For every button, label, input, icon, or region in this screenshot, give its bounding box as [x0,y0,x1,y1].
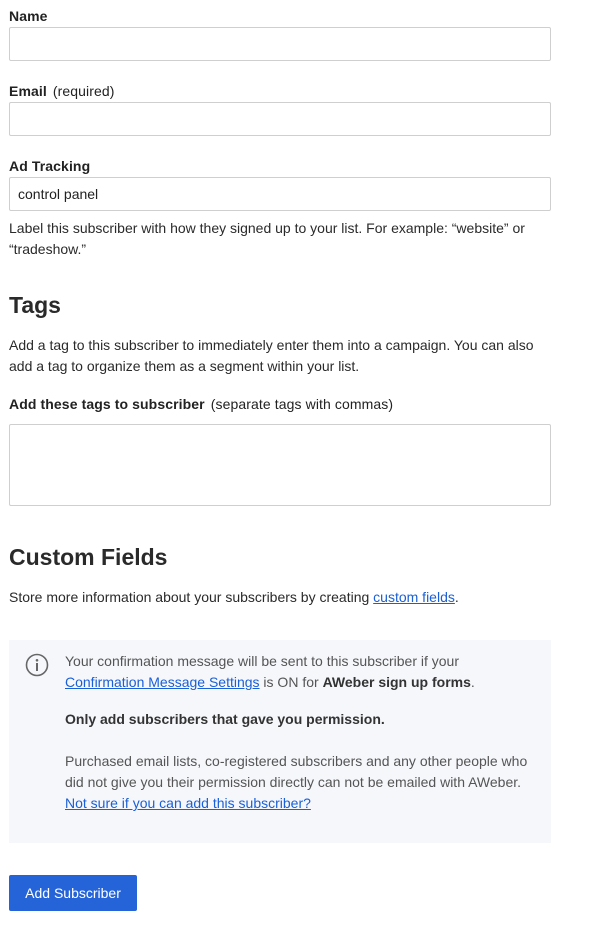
ad-tracking-label [9,158,551,174]
tags-label [9,396,551,412]
info-circle-icon [25,653,49,677]
custom-fields-description [9,587,569,608]
notice-warning-text [65,751,535,814]
notice-line1-prefix: Your confirmation message will be sent to this subscriber if your [65,653,459,669]
email-label-text: Email [9,83,47,99]
ad-tracking-field-group [9,158,551,211]
custom-fields-section-title: Custom Fields [9,544,168,570]
email-label [9,83,551,99]
custom-fields-description-text: Store more information about your subscribers by creating [9,589,374,605]
confirmation-settings-link[interactable]: Confirmation Message Settings [65,674,260,690]
custom-fields-link[interactable]: custom fields [373,589,455,605]
notice-confirmation-text [65,651,535,693]
notice-line1-suffix: . [470,674,475,690]
ad-tracking-input[interactable] [9,177,551,211]
notice-forms-bold: AWeber sign up forms [322,674,471,690]
tags-textarea[interactable] [9,424,551,506]
name-input[interactable] [9,27,551,61]
name-field-group [9,8,551,61]
notice-warning-body: Purchased email lists, co-registered subscribers and any other people who did not give you their permission directly can not be emailed with AWeber. [65,753,528,790]
ad-tracking-label-text: Ad Tracking [9,158,91,174]
email-input[interactable] [9,102,551,136]
custom-fields-description-suffix: . [454,589,459,605]
add-subscriber-button[interactable]: Add Subscriber [9,875,137,911]
permission-notice [9,640,551,843]
tags-description: Add a tag to this subscriber to immediately enter them into a campaign. You can also add a tag to organize them as a segment within your list. [9,337,534,374]
notice-line1-middle: is ON for [259,674,323,690]
tags-section-title: Tags [9,292,61,318]
email-field-group [9,83,551,136]
notice-permission-heading: Only add subscribers that gave you permission. [65,711,385,727]
name-label-text: Name [9,8,48,24]
email-required-hint: (required) [52,83,115,99]
tags-field-group [9,396,551,506]
tags-hint: (separate tags with commas) [210,396,394,412]
name-label [9,8,551,24]
notice-body [65,651,535,814]
tags-label-text: Add these tags to subscriber [9,396,205,412]
permission-help-link[interactable]: Not sure if you can add this subscriber? [65,795,311,811]
ad-tracking-help: Label this subscriber with how they signed up to your list. For example: “website” or “tradeshow.” [9,220,525,257]
